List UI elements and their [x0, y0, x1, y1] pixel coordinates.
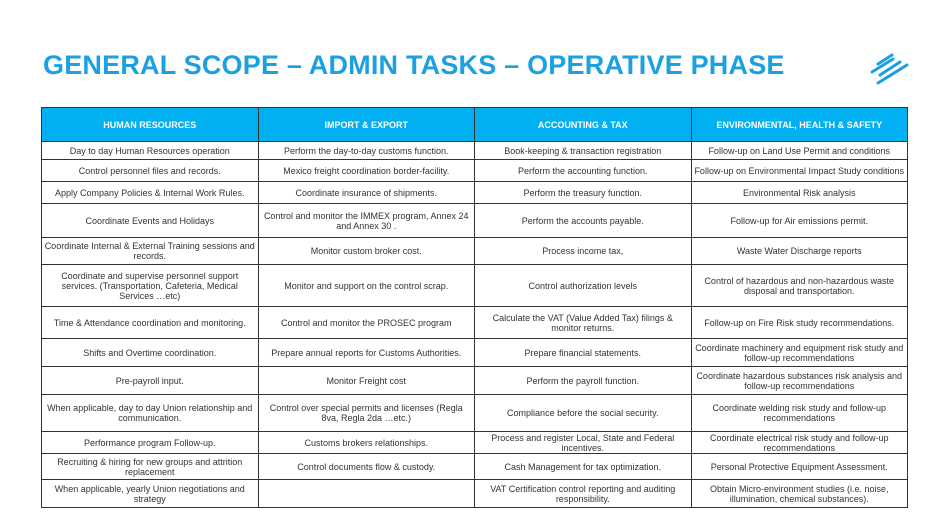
table-row: [42, 142, 908, 160]
diagonal-lines-logo-icon: [866, 52, 912, 86]
table-row: [42, 182, 908, 204]
table-row: [42, 265, 908, 307]
table-cell: When applicable, day to day Union relationship and communication.: [42, 395, 259, 432]
table-cell: Control of hazardous and non-hazardous waste disposal and transportation.: [691, 265, 908, 307]
table-cell: Coordinate welding risk study and follow-up recommendations: [691, 395, 908, 432]
table-row: [42, 395, 908, 432]
table-row: [42, 367, 908, 395]
table-cell: Follow-up for Air emissions permit.: [691, 204, 908, 238]
table-cell: Personal Protective Equipment Assessment.: [691, 454, 908, 480]
table-cell: Follow-up on Environmental Impact Study conditions: [691, 160, 908, 182]
table-row: [42, 454, 908, 480]
table-cell: Calculate the VAT (Value Added Tax) filings & monitor returns.: [475, 307, 692, 339]
table-cell: Control and monitor the PROSEC program: [258, 307, 475, 339]
table-cell: Perform the accounts payable.: [475, 204, 692, 238]
table-cell: Coordinate hazardous substances risk analysis and follow-up recommendations: [691, 367, 908, 395]
table-row: [42, 432, 908, 454]
table-row: [42, 160, 908, 182]
table-cell: Control personnel files and records.: [42, 160, 259, 182]
table-cell: Monitor custom broker cost.: [258, 238, 475, 265]
page-title: GENERAL SCOPE – ADMIN TASKS – OPERATIVE PHASE: [43, 50, 785, 80]
scope-table: [41, 107, 908, 508]
table-cell: Perform the treasury function.: [475, 182, 692, 204]
table-cell: When applicable, yearly Union negotiations and strategy: [42, 480, 259, 508]
table-cell: Prepare financial statements.: [475, 339, 692, 367]
table-cell: Recruiting & hiring for new groups and attrition replacement: [42, 454, 259, 480]
table-row: [42, 204, 908, 238]
table-cell: Process income tax,: [475, 238, 692, 265]
table-cell: Coordinate and supervise personnel support services. (Transportation, Cafeteria, Medical Services …etc): [42, 265, 259, 307]
table-cell: VAT Certification control reporting and auditing responsibility.: [475, 480, 692, 508]
table-cell: Coordinate insurance of shipments.: [258, 182, 475, 204]
table-cell: Control authorization levels: [475, 265, 692, 307]
table-cell: Waste Water Discharge reports: [691, 238, 908, 265]
table-cell: Time & Attendance coordination and monitoring.: [42, 307, 259, 339]
table-cell: Mexico freight coordination border-facility.: [258, 160, 475, 182]
table-cell: Control and monitor the IMMEX program, Annex 24 and Annex 30 .: [258, 204, 475, 238]
table-cell: Book-keeping & transaction registration: [475, 142, 692, 160]
table-cell: Customs brokers relationships.: [258, 432, 475, 454]
table-cell: Monitor Freight cost: [258, 367, 475, 395]
table-cell: Monitor and support on the control scrap.: [258, 265, 475, 307]
table-cell: Perform the payroll function.: [475, 367, 692, 395]
column-header: ACCOUNTING & TAX: [475, 108, 692, 142]
table-cell: Process and register Local, State and Federal incentives.: [475, 432, 692, 454]
table-cell: Coordinate machinery and equipment risk study and follow-up recommendations: [691, 339, 908, 367]
table-cell: Apply Company Policies & Internal Work Rules.: [42, 182, 259, 204]
table-cell: Day to day Human Resources operation: [42, 142, 259, 160]
table-cell: Prepare annual reports for Customs Authorities.: [258, 339, 475, 367]
table-cell: Control documents flow & custody.: [258, 454, 475, 480]
column-header: ENVIRONMENTAL, HEALTH & SAFETY: [691, 108, 908, 142]
table-cell: Compliance before the social security.: [475, 395, 692, 432]
table-cell: [258, 480, 475, 508]
table-cell: Obtain Micro-environment studies (i.e. noise, illumination, chemical substances).: [691, 480, 908, 508]
table-cell: Follow-up on Land Use Permit and conditions: [691, 142, 908, 160]
table-cell: Cash Management for tax optimization.: [475, 454, 692, 480]
table-cell: Performance program Follow-up.: [42, 432, 259, 454]
table-cell: Shifts and Overtime coordination.: [42, 339, 259, 367]
column-header: IMPORT & EXPORT: [258, 108, 475, 142]
table-cell: Coordinate Internal & External Training sessions and records.: [42, 238, 259, 265]
table-cell: Environmental Risk analysis: [691, 182, 908, 204]
table-row: [42, 238, 908, 265]
table-cell: Coordinate electrical risk study and follow-up recommendations: [691, 432, 908, 454]
table-cell: Perform the accounting function.: [475, 160, 692, 182]
column-header: HUMAN RESOURCES: [42, 108, 259, 142]
table-cell: Control over special permits and licenses (Regla 8va, Regla 2da …etc.): [258, 395, 475, 432]
table-row: [42, 480, 908, 508]
table-cell: Coordinate Events and Holidays: [42, 204, 259, 238]
table-cell: Follow-up on Fire Risk study recommendations.: [691, 307, 908, 339]
table-cell: Perform the day-to-day customs function.: [258, 142, 475, 160]
table-row: [42, 307, 908, 339]
table-row: [42, 339, 908, 367]
table-cell: Pre-payroll input.: [42, 367, 259, 395]
